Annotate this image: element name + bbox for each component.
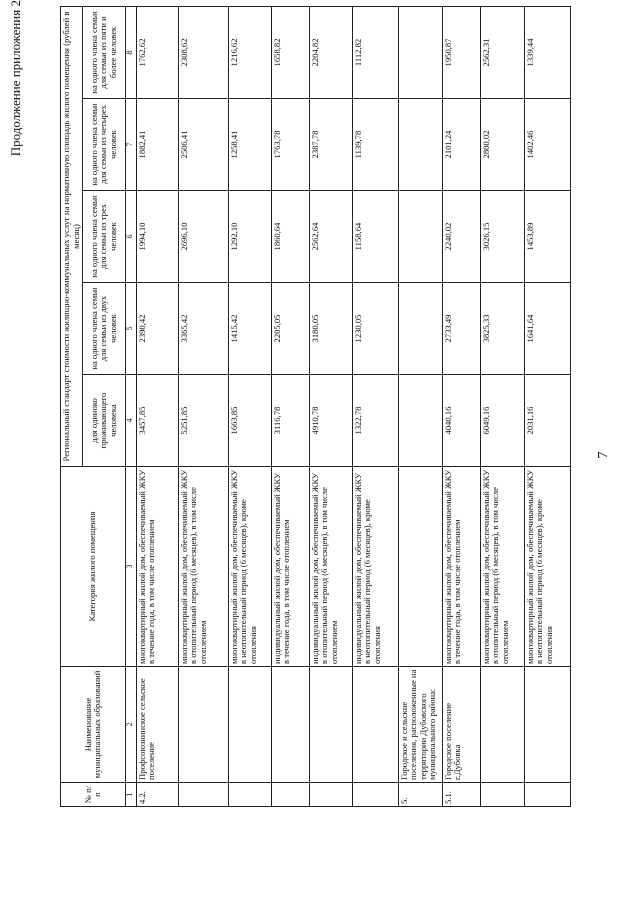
value-four	[399, 99, 443, 191]
header-col-single: для одиноко проживающего человека	[83, 375, 126, 467]
housing-category: многоквартирный жилой дом, обеспечиваемый ЖКУ в отопительный период (6 месяцев), в том числе отоплением	[179, 467, 229, 667]
column-index: 7	[126, 99, 137, 191]
value-two: 1230,05	[353, 283, 399, 375]
value-three	[399, 191, 443, 283]
municipality-name: Городское поселение г.Дубовка	[443, 667, 481, 783]
value-four: 2506,41	[179, 99, 229, 191]
header-col-five: на одного члена семьи для семьи из пяти и более человек	[83, 6, 126, 98]
cost-standard-table	[60, 6, 571, 807]
value-three: 1994,10	[137, 191, 179, 283]
value-five	[399, 6, 443, 98]
column-index: 2	[126, 667, 137, 783]
value-single: 4040,16	[443, 375, 481, 467]
appendix-title: Продолжение приложения 2	[8, 0, 23, 157]
row-number: 4.2.	[137, 783, 179, 807]
value-two: 3180,05	[310, 283, 353, 375]
table-row	[481, 6, 525, 806]
table-row	[525, 6, 571, 806]
value-five: 1339,44	[525, 6, 571, 98]
housing-category: многоквартирный жилой дом, обеспечиваемый ЖКУ в отопительный период (6 месяцев), в том числе отоплением	[481, 467, 525, 667]
municipality-name	[310, 667, 353, 783]
value-five: 2204,82	[310, 6, 353, 98]
row-number	[525, 783, 571, 807]
value-four: 2800,02	[481, 99, 525, 191]
column-index-row	[126, 6, 137, 806]
row-number	[272, 783, 310, 807]
housing-category: индивидуальный жилой дом, обеспечиваемый ЖКУ в неотопительный период (6 месяцев), кроме отопления	[353, 467, 399, 667]
value-four: 2387,78	[310, 99, 353, 191]
value-three: 2240,02	[443, 191, 481, 283]
row-number: 5.1.	[443, 783, 481, 807]
municipality-name	[525, 667, 571, 783]
column-index: 6	[126, 191, 137, 283]
municipality-name	[272, 667, 310, 783]
value-two: 2733,49	[443, 283, 481, 375]
value-three: 3026,15	[481, 191, 525, 283]
value-four: 1139,78	[353, 99, 399, 191]
row-number: 5.	[399, 783, 443, 807]
column-index: 4	[126, 375, 137, 467]
value-five: 1950,87	[443, 6, 481, 98]
column-index: 8	[126, 6, 137, 98]
table-row	[443, 6, 481, 806]
value-two: 2390,42	[137, 283, 179, 375]
value-single: 1663,85	[229, 375, 272, 467]
value-five: 1112,82	[353, 6, 399, 98]
value-five: 1762,62	[137, 6, 179, 98]
housing-category: индивидуальный жилой дом, обеспечиваемый ЖКУ в течение года, в том числе отоплением	[272, 467, 310, 667]
housing-category: многоквартирный жилой дом, обеспечиваемый ЖКУ в течение года, в том числе отоплением	[443, 467, 481, 667]
value-five: 1658,82	[272, 6, 310, 98]
municipality-name	[179, 667, 229, 783]
municipality-name	[353, 667, 399, 783]
row-number	[229, 783, 272, 807]
value-single: 3457,85	[137, 375, 179, 467]
table-row	[399, 6, 443, 806]
header-category: Категория жилого помещения	[61, 467, 126, 667]
value-four: 1402,46	[525, 99, 571, 191]
header-col-three: на одного члена семьи для семьи из трех человек	[83, 191, 126, 283]
value-four: 2101,24	[443, 99, 481, 191]
value-five: 1216,62	[229, 6, 272, 98]
column-index: 5	[126, 283, 137, 375]
value-single: 2031,16	[525, 375, 571, 467]
value-three: 1453,89	[525, 191, 571, 283]
value-five: 2562,31	[481, 6, 525, 98]
value-four: 1258,41	[229, 99, 272, 191]
value-two: 2205,05	[272, 283, 310, 375]
value-single: 4910,78	[310, 375, 353, 467]
value-three: 2562,64	[310, 191, 353, 283]
value-two: 1415,42	[229, 283, 272, 375]
table-row	[272, 6, 310, 806]
municipality-name: Профсоюзнинское сельское поселение	[137, 667, 179, 783]
municipality-name: Городское и сельские поселения, расположенные на территории Дубовского муниципального района:	[399, 667, 443, 783]
header-col-two: на одного члена семьи для семьи из двух человек	[83, 283, 126, 375]
row-number	[353, 783, 399, 807]
value-three: 1292,10	[229, 191, 272, 283]
column-index: 3	[126, 467, 137, 667]
header-row	[61, 6, 83, 806]
housing-category: многоквартирный жилой дом, обеспечиваемый ЖКУ в неотопительный период (6 месяцев), кроме отопления	[229, 467, 272, 667]
value-two	[399, 283, 443, 375]
value-single: 5251,85	[179, 375, 229, 467]
row-number	[310, 783, 353, 807]
housing-category: многоквартирный жилой дом, обеспечиваемый ЖКУ в течение года, в том числе отоплением	[137, 467, 179, 667]
value-two: 1641,64	[525, 283, 571, 375]
header-num: № п/п	[61, 783, 126, 807]
value-single: 3116,78	[272, 375, 310, 467]
value-three: 1158,64	[353, 191, 399, 283]
table-row	[353, 6, 399, 806]
value-two: 3825,33	[481, 283, 525, 375]
housing-category: индивидуальный жилой дом, обеспечиваемый ЖКУ в отопительный период (6 месяцев), в том числе отоплением	[310, 467, 353, 667]
row-number	[481, 783, 525, 807]
row-number	[179, 783, 229, 807]
value-two: 3365,42	[179, 283, 229, 375]
table-row	[229, 6, 272, 806]
value-five: 2308,62	[179, 6, 229, 98]
value-three: 1860,64	[272, 191, 310, 283]
page-number: 7	[596, 451, 611, 459]
header-standard-group: Региональный стандарт стоимости жилищно-коммунальных услуг на нормативную площадь жилого помещения (рублей в месяц)	[61, 6, 83, 466]
value-four: 1763,78	[272, 99, 310, 191]
table-row	[310, 6, 353, 806]
housing-category	[399, 467, 443, 667]
value-single: 6049,16	[481, 375, 525, 467]
table-row	[137, 6, 179, 806]
value-single: 1322,78	[353, 375, 399, 467]
value-four: 1882,41	[137, 99, 179, 191]
municipality-name	[481, 667, 525, 783]
table-row	[179, 6, 229, 806]
housing-category: многоквартирный жилой дом, обеспечиваемый ЖКУ в неотопительный период (6 месяцев), кроме отопления	[525, 467, 571, 667]
value-three: 2696,10	[179, 191, 229, 283]
municipality-name	[229, 667, 272, 783]
header-municipality: Наименование муниципальных образований	[61, 667, 126, 783]
column-index: 1	[126, 783, 137, 807]
value-single	[399, 375, 443, 467]
header-col-four: на одного члена семьи для семьи из четырех человек	[83, 99, 126, 191]
